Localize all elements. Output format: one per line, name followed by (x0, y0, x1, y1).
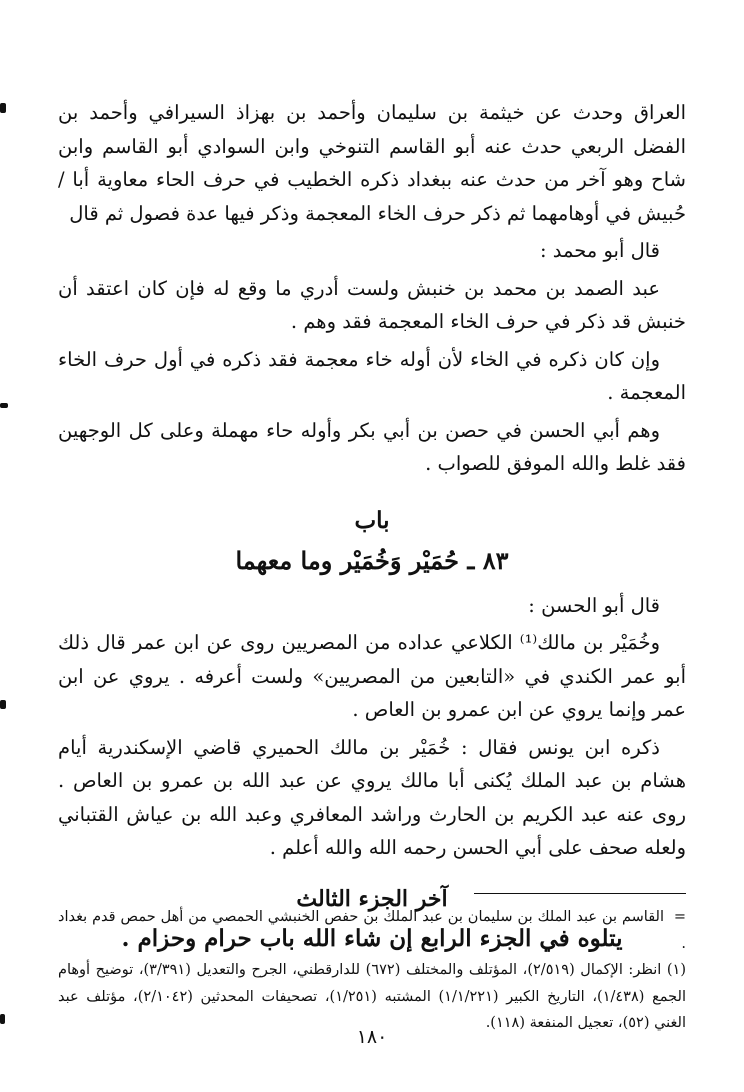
footnote-continuation-mark: = (673, 909, 686, 925)
paragraph-5: وهم أبي الحسن في حصن بن أبي بكر وأوله حاء مهملة وعلى كل الوجهين فقد غلط والله الموفق للصواب . (58, 418, 686, 475)
footnote-1: (١) انظر: الإكمال (٢/٥١٩)، المؤتلف والمختلف (٦٧٢) للدارقطني، الجرح والتعديل (٣/٣٩١)، توضيح أوهام الجمع (١/٤٣٨)، التاريخ الكبير (١/١/٢٢١) المشتبه (١/٢٥١)، تصحيفات المحدثين (٢/١٠٤٢)، مؤتلف عبد الغني (٥٢)، تعجيل المنفعة (١١٨). (58, 962, 686, 1031)
bab-heading: باب (354, 506, 390, 534)
section-paragraph-1: قال أبو الحسن : (528, 593, 660, 617)
volume-end-title: آخر الجزء الثالث (296, 885, 448, 912)
paragraph-2: قال أبو محمد : (539, 239, 660, 262)
section-paragraph-2: وخُمَيْر بن مالك⁽¹⁾ الكلاعي عداده من المصريين روى عن ابن عمر قال ذلك أبو عمر الكندي في «التابعين من المصريين» ولست أعرفه . يروي عن ابن عمر وإنما يروي عن ابن عمرو بن العاص . (58, 631, 686, 721)
margin-mark (0, 103, 6, 113)
footnote-continued-text: القاسم بن عبد الملك بن سليمان بن عبد الملك بن حفص الخنبشي الحمصي من أهل حمص قدم بغداد . (58, 909, 686, 952)
section-paragraph-3: ذكره ابن يونس فقال : خُمَيْر بن مالك الحميري قاضي الإسكندرية أيام هشام بن عبد الملك يُكنى أبا مالك يروي عن عبد الله بن عمرو بن العاص . روى عنه عبد الكريم بن الحارث وراشد المعافري وعبد الله بن عياش القتباني ولعله صحف على أبي الحسن رحمه الله والله أعلم . (58, 735, 686, 859)
margin-mark (0, 403, 8, 408)
paragraph-4: وإن كان ذكره في الخاء لأن أوله خاء معجمة فقد ذكره في أول حرف الخاء المعجمة . (58, 347, 686, 404)
margin-mark (0, 700, 6, 709)
volume-end-subtitle: يتلوه في الجزء الرابع إن شاء الله باب حرام وحزام . (121, 924, 623, 952)
paragraph-3: عبد الصمد بن محمد بن خنبش ولست أدري ما وقع له فإن كان اعتقد أن خنبش قد ذكر في حرف الخاء المعجمة فقد وهم . (58, 276, 686, 333)
footnote-divider (474, 893, 686, 894)
footnote-continued (58, 904, 686, 957)
paragraph-1: العراق وحدث عن خيثمة بن سليمان وأحمد بن بهزاذ السيرافي وأحمد بن الفضل الربعي حدث عنه أبو القاسم التنوخي وابن السوادي أبو القاسم وابن شاح وهو آخر من حدث عنه ببغداد ذكره الخطيب في حرف الحاء معاوية أبا / حُبيش في أوهامهما ثم ذكر حرف الخاء المعجمة وذكر فيها عدة فصول ثم قال (58, 101, 686, 225)
chapter-title: ٨٣ ـ حُمَيْر وَخُمَيْر وما معهما (235, 545, 509, 575)
page-number: ١٨٠ (356, 1026, 388, 1048)
margin-mark (0, 1014, 5, 1024)
page-body (58, 96, 686, 971)
footnotes (58, 904, 686, 1037)
